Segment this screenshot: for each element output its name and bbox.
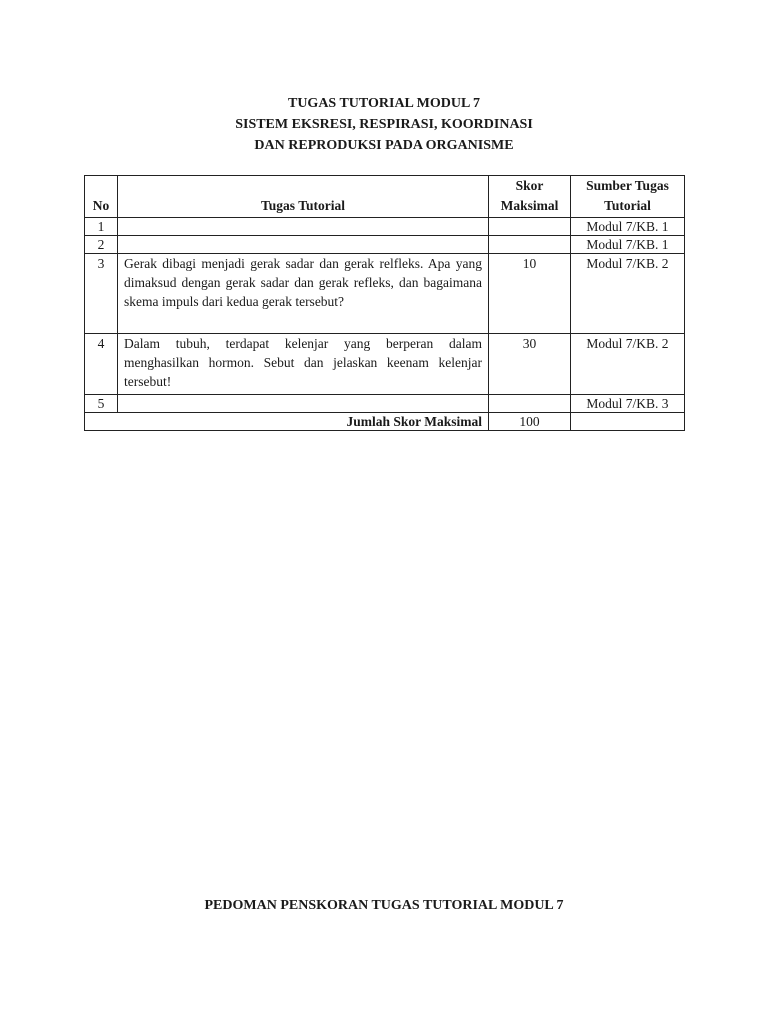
row-sumber: Modul 7/KB. 1 xyxy=(571,218,685,236)
header-sumber-line-1: Sumber Tugas xyxy=(586,178,669,193)
document-title xyxy=(0,93,768,156)
row-no: 1 xyxy=(85,218,118,236)
table-header-row xyxy=(85,176,685,218)
row-skor xyxy=(489,236,571,254)
row-sumber: Modul 7/KB. 2 xyxy=(571,334,685,395)
row-sumber: Modul 7/KB. 2 xyxy=(571,254,685,334)
row-task: Gerak dibagi menjadi gerak sadar dan gerak relfleks. Apa yang dimaksud dengan gerak sadar dan gerak refleks, dan bagaimana skema impuls dari kedua gerak tersebut? xyxy=(118,254,489,334)
table-row xyxy=(85,236,685,254)
header-sumber-line-2: Tutorial xyxy=(604,198,651,213)
scoring-guide-title: PEDOMAN PENSKORAN TUGAS TUTORIAL MODUL 7 xyxy=(204,898,564,913)
title-line-1: TUGAS TUTORIAL MODUL 7 xyxy=(287,96,481,111)
row-skor: 10 xyxy=(489,254,571,334)
header-sumber xyxy=(571,176,685,218)
row-task xyxy=(118,218,489,236)
header-skor xyxy=(489,176,571,218)
row-skor: 30 xyxy=(489,334,571,395)
table-row xyxy=(85,218,685,236)
header-skor-line-1: Skor xyxy=(515,178,544,193)
table-row xyxy=(85,334,685,395)
row-no: 4 xyxy=(85,334,118,395)
title-line-2: SISTEM EKSRESI, RESPIRASI, KOORDINASI xyxy=(235,117,533,132)
total-value: 100 xyxy=(489,413,571,431)
row-no: 2 xyxy=(85,236,118,254)
row-task xyxy=(118,395,489,413)
row-task: Dalam tubuh, terdapat kelenjar yang berperan dalam menghasilkan hormon. Sebut dan jelaskan keenam kelenjar tersebut! xyxy=(118,334,489,395)
title-line-3: DAN REPRODUKSI PADA ORGANISME xyxy=(254,138,514,153)
table-row xyxy=(85,254,685,334)
table-row xyxy=(85,395,685,413)
tutorial-task-table xyxy=(84,175,685,431)
row-skor xyxy=(489,218,571,236)
row-sumber: Modul 7/KB. 1 xyxy=(571,236,685,254)
total-empty-cell xyxy=(571,413,685,431)
total-label: Jumlah Skor Maksimal xyxy=(85,413,489,431)
row-skor xyxy=(489,395,571,413)
header-skor-line-2: Maksimal xyxy=(500,198,559,213)
header-task: Tugas Tutorial xyxy=(118,176,489,218)
row-sumber: Modul 7/KB. 3 xyxy=(571,395,685,413)
row-task xyxy=(118,236,489,254)
total-row xyxy=(85,413,685,431)
row-no: 3 xyxy=(85,254,118,334)
row-no: 5 xyxy=(85,395,118,413)
header-no: No xyxy=(85,176,118,218)
